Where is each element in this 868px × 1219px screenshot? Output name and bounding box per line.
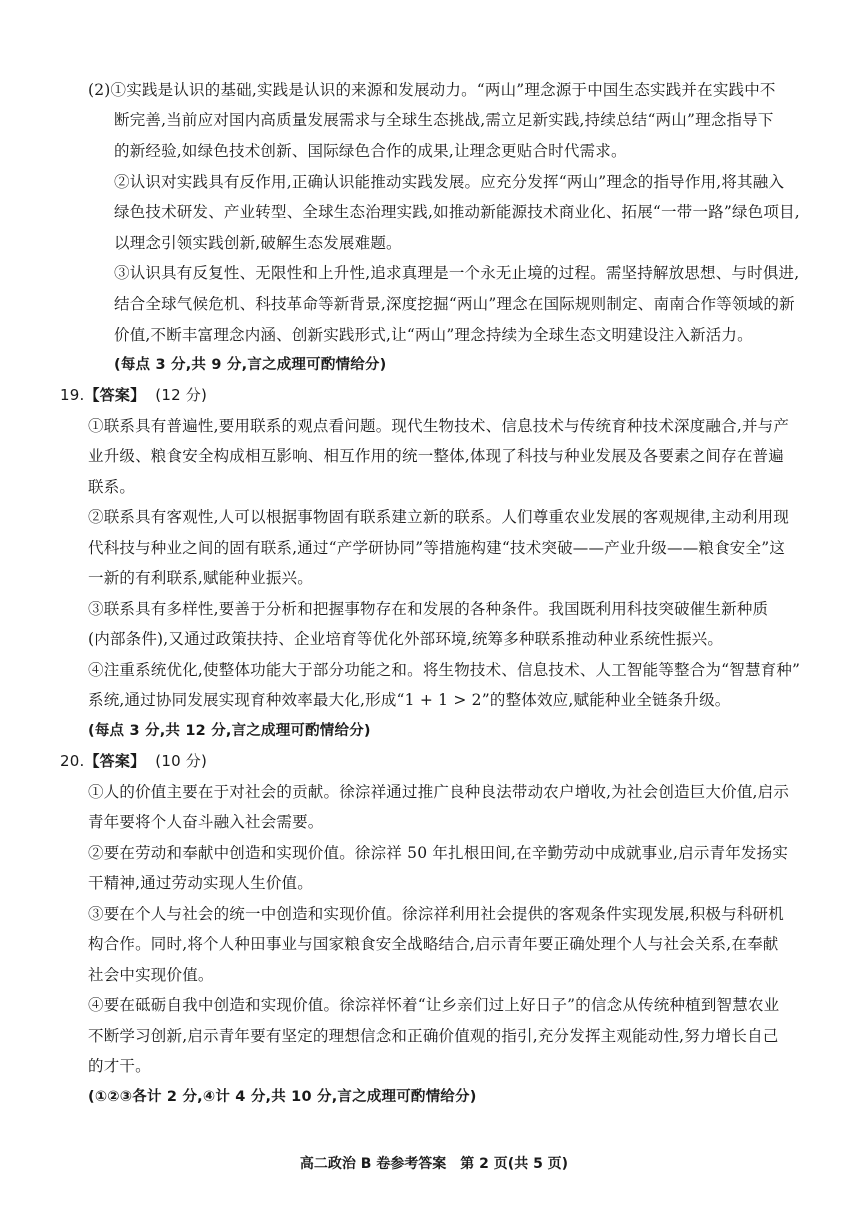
q20-line-5: ③要在个人与社会的统一中创造和实现价值。徐淙祥利用社会提供的客观条件实现发展,积极与科研机 bbox=[88, 905, 784, 923]
q18-part2-line-6: 以理念引领实践创新,破解生态发展难题。 bbox=[114, 234, 402, 252]
q19-line-6: 一新的有利联系,赋能种业振兴。 bbox=[88, 569, 313, 587]
q19-line-3: 联系。 bbox=[88, 478, 136, 496]
q20-line-4: 干精神,通过劳动实现人生价值。 bbox=[88, 874, 313, 892]
q18-part2-line-2: 断完善,当前应对国内高质量发展需求与全球生态挑战,需立足新实践,持续总结“两山”理念指导下 bbox=[114, 111, 774, 129]
q20-line-8: ④要在砥砺自我中创造和实现价值。徐淙祥怀着“让乡亲们过上好日子”的信念从传统种植到智慧农业 bbox=[88, 996, 780, 1014]
q20-line-2: 青年要将个人奋斗融入社会需要。 bbox=[88, 813, 324, 831]
q19-line-5: 代科技与种业之间的固有联系,通过“产学研协同”等措施构建“技术突破——产业升级——粮食安全”这 bbox=[88, 539, 786, 557]
q19-line-7: ③联系具有多样性,要善于分析和把握事物存在和发展的各种条件。我国既利用科技突破催生新种质 bbox=[88, 600, 769, 618]
q18-part2-line-7: ③认识具有反复性、无限性和上升性,追求真理是一个永无止境的过程。需坚持解放思想、与时俱进, bbox=[114, 264, 800, 282]
q20-line-1: ①人的价值主要在于对社会的贡献。徐淙祥通过推广良种良法带动农户增收,为社会创造巨大价值,启示 bbox=[88, 783, 790, 801]
q19-line-4: ②联系具有客观性,人可以根据事物固有联系建立新的联系。人们尊重农业发展的客观规律,主动利用现 bbox=[88, 508, 790, 526]
q20-line-3: ②要在劳动和奉献中创造和实现价值。徐淙祥 50 年扎根田间,在辛勤劳动中成就事业,启示青年发扬实 bbox=[88, 844, 789, 862]
q19-line-9: ④注重系统优化,使整体功能大于部分功能之和。将生物技术、信息技术、人工智能等整合为“智慧育种” bbox=[88, 661, 801, 679]
q20-scoring-note: (①②③各计 2 分,④计 4 分,共 10 分,言之成理可酌情给分) bbox=[88, 1089, 477, 1105]
q18-part2-line-4: ②认识对实践具有反作用,正确认识能推动实践发展。应充分发挥“两山”理念的指导作用,将其融入 bbox=[114, 173, 785, 191]
q20-line-9: 不断学习创新,启示青年要有坚定的理想信念和正确价值观的指引,充分发挥主观能动性,努力增长自己 bbox=[88, 1027, 779, 1045]
q19-line-2: 业升级、粮食安全构成相互影响、相互作用的统一整体,体现了科技与种业发展及各要素之间存在普遍 bbox=[88, 447, 784, 465]
q19-line-8: (内部条件),又通过政策扶持、企业培育等优化外部环境,统筹多种联系推动种业系统性振兴。 bbox=[88, 630, 724, 648]
q18-part2-line-9: 价值,不断丰富理念内涵、创新实践形式,让“两山”理念持续为全球生态文明建设注入新活力。 bbox=[114, 326, 753, 344]
q19-line-1: ①联系具有普遍性,要用联系的观点看问题。现代生物技术、信息技术与传统育种技术深度融合,并与产 bbox=[88, 417, 790, 435]
q20-score: (10 分) bbox=[155, 752, 208, 770]
q20-line-10: 的才干。 bbox=[88, 1057, 151, 1075]
q20-heading bbox=[60, 751, 207, 771]
q18-scoring-note: (每点 3 分,共 9 分,言之成理可酌情给分) bbox=[114, 357, 387, 373]
page-footer: 高二政治 B 卷参考答案 第 2 页(共 5 页) bbox=[299, 1156, 569, 1172]
q19-line-10: 系统,通过协同发展实现育种效率最大化,形成“1 + 1 > 2”的整体效应,赋能种业全链条升级。 bbox=[88, 691, 731, 709]
q18-part2-line-5: 绿色技术研发、产业转型、全球生态治理实践,如推动新能源技术商业化、拓展“一带一路”绿色项目, bbox=[114, 203, 800, 221]
q19-answer-tag: 【答案】 bbox=[84, 386, 146, 404]
q18-part2-line-3: 的新经验,如绿色技术创新、国际绿色合作的成果,让理念更贴合时代需求。 bbox=[114, 142, 627, 160]
q20-number: 20. bbox=[60, 752, 85, 770]
q20-line-6: 构合作。同时,将个人种田事业与国家粮食安全战略结合,启示青年要正确处理个人与社会关系,在奉献 bbox=[88, 935, 779, 953]
q19-number: 19. bbox=[60, 386, 85, 404]
q19-scoring-note: (每点 3 分,共 12 分,言之成理可酌情给分) bbox=[88, 723, 371, 739]
q20-line-7: 社会中实现价值。 bbox=[88, 966, 214, 984]
q19-score: (12 分) bbox=[155, 386, 208, 404]
q18-part2-line-1: (2)①实践是认识的基础,实践是认识的来源和发展动力。“两山”理念源于中国生态实践并在实践中不 bbox=[88, 81, 776, 99]
q19-heading bbox=[60, 385, 207, 405]
q20-answer-tag: 【答案】 bbox=[84, 752, 146, 770]
q18-part2-line-8: 结合全球气候危机、科技革命等新背景,深度挖掘“两山”理念在国际规则制定、南南合作等领域的新 bbox=[114, 295, 795, 313]
